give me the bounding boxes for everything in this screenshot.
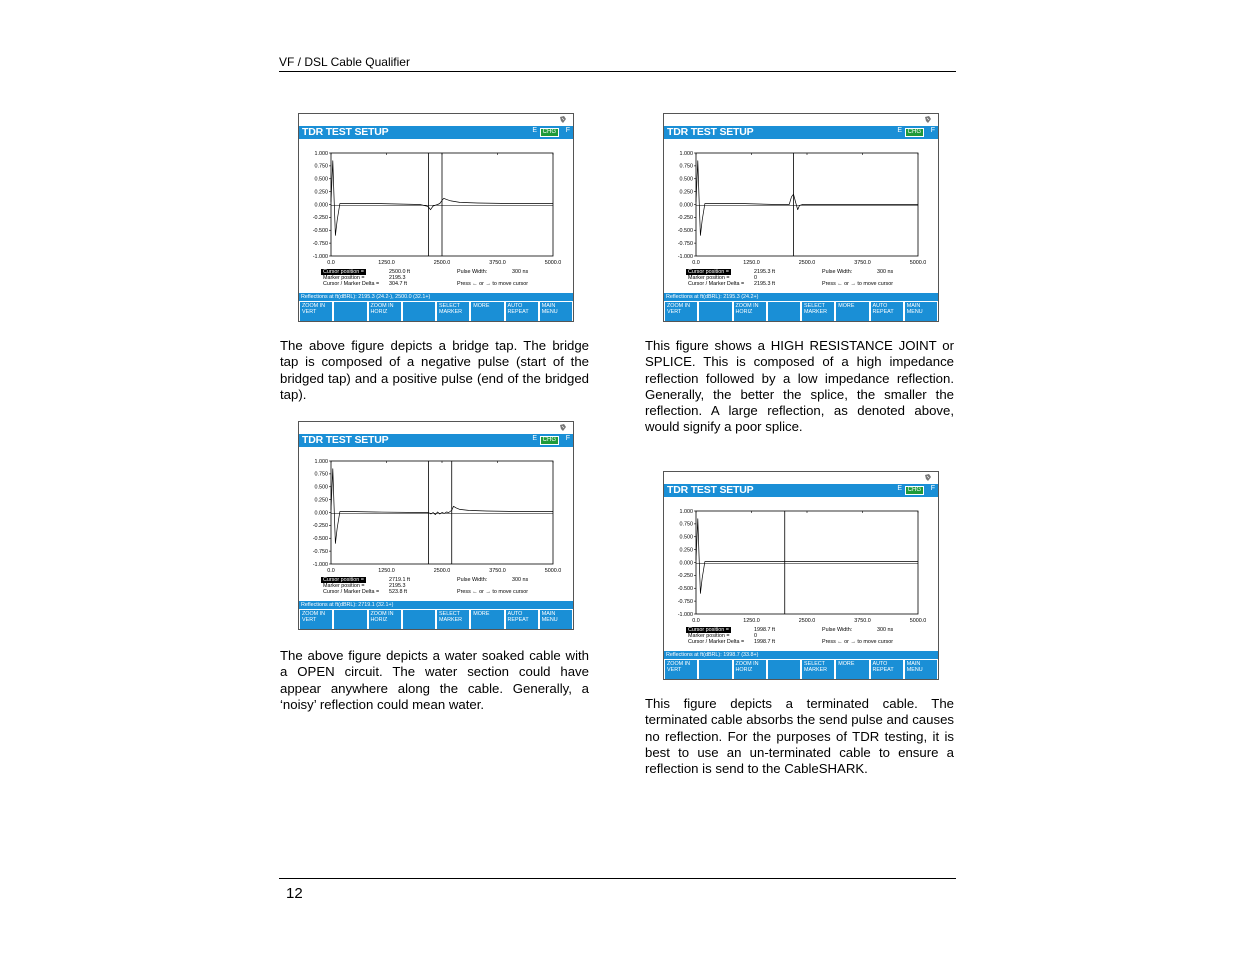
auto-repeat-button[interactable]: AUTO REPEAT	[871, 660, 903, 679]
main-menu-button[interactable]: MAIN MENU	[905, 302, 937, 321]
x-tick-label: 0.0	[692, 260, 700, 266]
y-tick-label: -0.750	[312, 240, 328, 247]
y-tick-label: 0.000	[314, 510, 328, 517]
softkey-2-button[interactable]	[699, 302, 731, 321]
y-tick-label: -0.750	[312, 548, 328, 555]
y-tick-label: 0.000	[314, 202, 328, 209]
zoom-in-horiz-button[interactable]: ZOOM IN HORIZ	[369, 610, 401, 629]
y-tick-label: -0.500	[677, 228, 693, 235]
more-button[interactable]: MORE	[836, 660, 868, 679]
marker-position-label: Marker position =	[323, 275, 365, 281]
y-tick-label: -1.000	[312, 253, 328, 260]
screen-title: TDR TEST SETUP	[302, 126, 389, 138]
x-tick-label: 2500.0	[798, 260, 816, 266]
zoom-in-horiz-button[interactable]: ZOOM IN HORIZ	[734, 302, 766, 321]
cursor-marker-delta-value: 523.8 ft	[389, 589, 407, 595]
header-rule	[279, 71, 956, 72]
y-tick-label: 0.250	[314, 497, 328, 504]
paragraph-bridge-tap: The above figure depicts a bridge tap. The bridge tap is composed of a negative pulse (start of the bridged tap) and a positive pulse (end of the bridged tap).	[280, 338, 589, 402]
charge-indicator: CHG	[905, 128, 924, 137]
x-tick-label: 5000.0	[909, 260, 927, 266]
measurement-info	[299, 576, 573, 601]
y-tick-label: -0.500	[312, 536, 328, 543]
y-tick-label: 0.750	[314, 163, 328, 170]
title-bar	[299, 126, 573, 139]
y-tick-label: 0.000	[679, 560, 693, 567]
paragraph-terminated: This figure depicts a terminated cable. The terminated cable absorbs the send pulse and causes no reflection. For the purposes of TDR testing, it is best to use an un-terminated cable to ensure a reflection is send to the CableSHARK.	[645, 696, 954, 777]
zoom-in-horiz-button[interactable]: ZOOM IN HORIZ	[734, 660, 766, 679]
main-menu-button[interactable]: MAIN MENU	[540, 610, 572, 629]
y-tick-label: -1.000	[312, 561, 328, 568]
y-tick-label: 0.250	[314, 189, 328, 196]
pulse-width-value: 300 ns	[512, 269, 529, 275]
x-tick-label: 2500.0	[798, 618, 816, 624]
cursor-marker-delta-label: Cursor / Marker Delta =	[688, 281, 745, 287]
screen-title: TDR TEST SETUP	[667, 484, 754, 496]
pulse-width-label: Pulse Width:	[822, 627, 853, 633]
charge-indicator: CHG	[540, 128, 559, 137]
battery-empty-label: E	[897, 127, 902, 134]
y-tick-label: -0.750	[677, 598, 693, 605]
y-tick-label: 0.750	[314, 471, 328, 478]
x-tick-label: 3750.0	[854, 260, 871, 266]
battery-full-label: F	[930, 485, 935, 492]
tdr-screen-bridge-tap	[298, 113, 574, 322]
paragraph-high-resistance: This figure shows a HIGH RESISTANCE JOINT or SPLICE. This is composed of a high impedance reflection followed by a low impedance reflection. Generally, the better the splice, the smaller the reflection. A large reflection, as denoted above, would signify a poor splice.	[645, 338, 954, 435]
cursor-marker-delta-label: Cursor / Marker Delta =	[323, 589, 380, 595]
more-button[interactable]: MORE	[836, 302, 868, 321]
zoom-in-vert-button[interactable]: ZOOM IN VERT	[300, 302, 332, 321]
x-tick-label: 0.0	[327, 568, 335, 574]
x-tick-label: 1250.0	[378, 568, 395, 574]
marker-position-label: Marker position =	[323, 583, 365, 589]
cursor-hint: Press ← or → to move cursor	[822, 281, 893, 287]
softkey-4-button[interactable]	[403, 302, 435, 321]
y-tick-label: 0.250	[679, 547, 693, 554]
select-marker-button[interactable]: SELECT MARKER	[802, 660, 834, 679]
cursor-position-label: Cursor position =	[688, 627, 729, 633]
reflections-bar: Reflections at ft(dBRL): 2195.3 (24.2-), 2500.0 (32.1+)	[299, 293, 573, 301]
y-tick-label: 1.000	[314, 458, 328, 465]
main-menu-button[interactable]: MAIN MENU	[905, 660, 937, 679]
zoom-in-vert-button[interactable]: ZOOM IN VERT	[665, 660, 697, 679]
battery-empty-label: E	[532, 127, 537, 134]
plot-frame	[696, 511, 918, 614]
tdr-screen-high-resistance	[663, 113, 939, 322]
auto-repeat-button[interactable]: AUTO REPEAT	[871, 302, 903, 321]
power-plug-icon	[559, 115, 567, 124]
title-bar	[299, 434, 573, 447]
cursor-position-value: 2719.1 ft	[389, 577, 410, 583]
select-marker-button[interactable]: SELECT MARKER	[437, 610, 469, 629]
x-tick-label: 1250.0	[743, 618, 760, 624]
y-tick-label: 0.750	[679, 521, 693, 528]
pulse-width-label: Pulse Width:	[457, 269, 488, 275]
power-plug-icon	[924, 115, 932, 124]
x-tick-label: 0.0	[692, 618, 700, 624]
tdr-trace-line	[696, 161, 918, 236]
softkey-2-button[interactable]	[334, 610, 366, 629]
title-bar	[664, 484, 938, 497]
y-tick-label: -0.500	[312, 228, 328, 235]
power-plug-icon	[924, 473, 932, 482]
title-bar	[664, 126, 938, 139]
cursor-position-value: 2500.0 ft	[389, 269, 410, 275]
softkey-row	[664, 660, 938, 679]
power-plug-icon	[559, 423, 567, 432]
reflections-bar: Reflections at ft(dBRL): 2719.1 (32.1+)	[299, 601, 573, 609]
cursor-position-label: Cursor position =	[323, 577, 364, 583]
tdr-trace-chart	[664, 498, 938, 626]
battery-empty-label: E	[897, 485, 902, 492]
paragraph-water: The above figure depicts a water soaked cable with a OPEN circuit. The water section could have appear anywhere along the cable. Generally, a ‘noisy’ reflection could mean water.	[280, 648, 589, 712]
main-menu-button[interactable]: MAIN MENU	[540, 302, 572, 321]
more-button[interactable]: MORE	[471, 610, 503, 629]
cursor-position-label: Cursor position =	[323, 269, 364, 275]
tdr-screen-water	[298, 421, 574, 630]
screen-title: TDR TEST SETUP	[667, 126, 754, 138]
cursor-marker-delta-value: 2195.3 ft	[754, 281, 775, 287]
charge-indicator: CHG	[540, 436, 559, 445]
measurement-info	[664, 268, 938, 293]
tdr-trace-line	[331, 469, 553, 544]
x-tick-label: 1250.0	[378, 260, 395, 266]
x-tick-label: 5000.0	[544, 260, 562, 266]
marker-position-value: 2195.3	[389, 583, 406, 589]
auto-repeat-button[interactable]: AUTO REPEAT	[506, 302, 538, 321]
battery-full-label: F	[565, 127, 570, 134]
y-tick-label: -0.500	[677, 586, 693, 593]
document-header: VF / DSL Cable Qualifier	[279, 55, 410, 69]
cursor-hint: Press ← or → to move cursor	[457, 589, 528, 595]
tdr-trace-chart	[299, 448, 573, 576]
pulse-width-label: Pulse Width:	[457, 577, 488, 583]
y-tick-label: -0.250	[312, 215, 328, 222]
tdr-trace-chart	[299, 140, 573, 268]
marker-position-value: 0	[754, 275, 757, 281]
x-tick-label: 0.0	[327, 260, 335, 266]
screen-title: TDR TEST SETUP	[302, 434, 389, 446]
x-tick-label: 3750.0	[489, 568, 506, 574]
y-tick-label: 0.500	[679, 534, 693, 541]
y-tick-label: -0.250	[312, 523, 328, 530]
cursor-marker-delta-label: Cursor / Marker Delta =	[688, 639, 745, 645]
measurement-info	[664, 626, 938, 651]
x-tick-label: 1250.0	[743, 260, 760, 266]
tdr-trace-chart	[664, 140, 938, 268]
cursor-marker-delta-value: 304.7 ft	[389, 281, 407, 287]
y-tick-label: -1.000	[677, 611, 693, 618]
y-tick-label: 1.000	[679, 150, 693, 157]
softkey-4-button[interactable]	[768, 660, 800, 679]
marker-position-value: 0	[754, 633, 757, 639]
x-tick-label: 2500.0	[433, 568, 451, 574]
y-tick-label: -0.250	[677, 573, 693, 580]
cursor-position-value: 2195.3 ft	[754, 269, 775, 275]
pulse-width-value: 300 ns	[512, 577, 529, 583]
cursor-marker-delta-value: 1998.7 ft	[754, 639, 775, 645]
y-tick-label: 1.000	[679, 508, 693, 515]
cursor-position-label: Cursor position =	[688, 269, 729, 275]
softkey-2-button[interactable]	[334, 302, 366, 321]
y-tick-label: 1.000	[314, 150, 328, 157]
x-tick-label: 2500.0	[433, 260, 451, 266]
cursor-hint: Press ← or → to move cursor	[457, 281, 528, 287]
y-tick-label: 0.750	[679, 163, 693, 170]
select-marker-button[interactable]: SELECT MARKER	[437, 302, 469, 321]
softkey-row	[299, 302, 573, 321]
y-tick-label: -0.250	[677, 215, 693, 222]
page-number: 12	[286, 885, 303, 902]
x-tick-label: 3750.0	[854, 618, 871, 624]
select-marker-button[interactable]: SELECT MARKER	[802, 302, 834, 321]
pulse-width-value: 300 ns	[877, 627, 894, 633]
zoom-in-horiz-button[interactable]: ZOOM IN HORIZ	[369, 302, 401, 321]
battery-full-label: F	[930, 127, 935, 134]
reflections-bar: Reflections at ft(dBRL): 2195.3 (24.2+)	[664, 293, 938, 301]
cursor-position-value: 1998.7 ft	[754, 627, 775, 633]
y-tick-label: 0.500	[679, 176, 693, 183]
reflections-bar: Reflections at ft(dBRL): 1998.7 (33.8+)	[664, 651, 938, 659]
softkey-4-button[interactable]	[403, 610, 435, 629]
x-tick-label: 5000.0	[544, 568, 562, 574]
x-tick-label: 5000.0	[909, 618, 927, 624]
cursor-marker-delta-label: Cursor / Marker Delta =	[323, 281, 380, 287]
marker-position-label: Marker position =	[688, 275, 730, 281]
zoom-in-vert-button[interactable]: ZOOM IN VERT	[300, 610, 332, 629]
more-button[interactable]: MORE	[471, 302, 503, 321]
softkey-row	[299, 610, 573, 629]
pulse-width-label: Pulse Width:	[822, 269, 853, 275]
softkey-2-button[interactable]	[699, 660, 731, 679]
softkey-row	[664, 302, 938, 321]
zoom-in-vert-button[interactable]: ZOOM IN VERT	[665, 302, 697, 321]
y-tick-label: 0.500	[314, 176, 328, 183]
pulse-width-value: 300 ns	[877, 269, 894, 275]
battery-empty-label: E	[532, 435, 537, 442]
x-tick-label: 3750.0	[489, 260, 506, 266]
y-tick-label: 0.250	[679, 189, 693, 196]
tdr-screen-terminated	[663, 471, 939, 680]
footer-rule	[279, 878, 956, 879]
y-tick-label: -0.750	[677, 240, 693, 247]
marker-position-label: Marker position =	[688, 633, 730, 639]
y-tick-label: -1.000	[677, 253, 693, 260]
y-tick-label: 0.500	[314, 484, 328, 491]
battery-full-label: F	[565, 435, 570, 442]
marker-position-value: 2195.3	[389, 275, 406, 281]
measurement-info	[299, 268, 573, 293]
softkey-4-button[interactable]	[768, 302, 800, 321]
y-tick-label: 0.000	[679, 202, 693, 209]
tdr-trace-line	[696, 519, 918, 594]
charge-indicator: CHG	[905, 486, 924, 495]
cursor-hint: Press ← or → to move cursor	[822, 639, 893, 645]
auto-repeat-button[interactable]: AUTO REPEAT	[506, 610, 538, 629]
